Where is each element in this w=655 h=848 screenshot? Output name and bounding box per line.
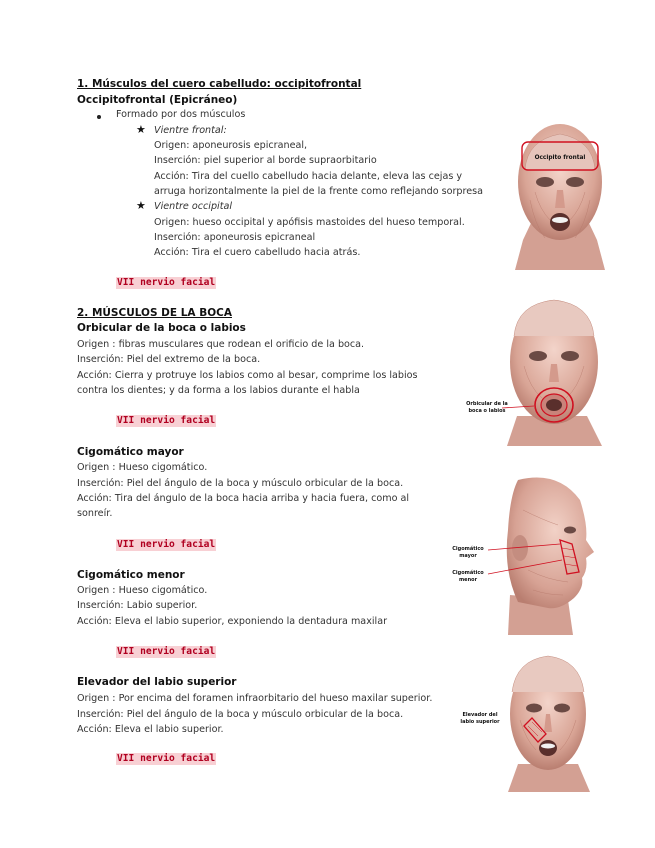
muscle-line: Acción: Cierra y protruye los labios como al besar, comprime los labios <box>77 370 418 381</box>
levator-illustration <box>458 652 608 792</box>
muscle-line: Origen : Hueso cigomático. <box>77 585 208 596</box>
zygomatic-illustration <box>448 470 608 635</box>
muscle-name: Cigomático mayor <box>77 446 184 458</box>
nerve-label: VII nervio facial <box>117 539 216 550</box>
figure-label: mayor <box>459 553 477 559</box>
muscle-name: Orbicular de la boca o labios <box>77 322 246 334</box>
frontal-belly-line: Origen: aponeurosis epicraneal, <box>154 140 308 151</box>
nerve-label: VII nervio facial <box>117 646 216 657</box>
nerve-label: VII nervio facial <box>117 415 216 426</box>
muscle-line: Inserción: Piel del ángulo de la boca y músculo orbicular de la boca. <box>77 478 404 489</box>
muscle-line: Inserción: Piel del extremo de la boca. <box>77 354 261 365</box>
occipital-belly-line: Inserción: aponeurosis epicraneal <box>154 232 316 243</box>
figure-label: Cigomático <box>452 546 484 552</box>
figure-label: Orbicular de la <box>466 401 508 407</box>
occipitofrontal-illustration <box>505 120 615 272</box>
muscle-line: Origen : fibras musculares que rodean el orificio de la boca. <box>77 339 365 350</box>
figure-label: Cigomático <box>452 570 484 576</box>
star-icon: ★ <box>136 199 146 212</box>
occipital-belly-line: Acción: Tira el cuero cabelludo hacia atrás. <box>154 247 361 258</box>
section1-bullet-text: Formado por dos músculos <box>116 109 246 120</box>
muscle-line: sonreír. <box>77 508 113 519</box>
frontal-belly-name: Vientre frontal: <box>154 125 227 136</box>
muscle-line: Acción: Tira del ángulo de la boca hacia arriba y hacia fuera, como al <box>77 493 410 504</box>
occipital-belly-name: Vientre occipital <box>154 201 233 212</box>
figure-label: Elevador del <box>462 712 498 718</box>
muscle-name: Cigomático menor <box>77 569 185 581</box>
frontal-belly-line: Inserción: piel superior al borde supraorbitario <box>154 155 377 166</box>
muscle-line: contra los dientes; y da forma a los labios durante el habla <box>77 385 360 396</box>
nerve-label: VII nervio facial <box>117 277 216 288</box>
section1-muscle-name: Occipitofrontal (Epicráneo) <box>77 94 238 106</box>
muscle-name: Elevador del labio superior <box>77 676 237 688</box>
figure-label: boca o labios <box>468 408 506 414</box>
frontal-belly-line: arruga horizontalmente la piel de la frente como reflejando sorpresa <box>154 186 484 197</box>
section1-title: 1. Músculos del cuero cabelludo: occipitofrontal <box>77 78 362 90</box>
muscle-line: Inserción: Labio superior. <box>77 600 198 611</box>
muscle-line: Origen : Por encima del foramen infraorbitario del hueso maxilar superior. <box>77 693 433 704</box>
muscle-line: Acción: Eleva el labio superior, exponiendo la dentadura maxilar <box>77 616 388 627</box>
bullet-icon <box>97 115 101 119</box>
figure-label: Occipito frontal <box>534 155 586 161</box>
nerve-label: VII nervio facial <box>117 753 216 764</box>
orbicular-illustration <box>462 296 612 446</box>
occipital-belly-line: Origen: hueso occipital y apófisis mastoides del hueso temporal. <box>154 217 465 228</box>
frontal-belly-line: Acción: Tira del cuello cabelludo hacia delante, eleva las cejas y <box>154 171 463 182</box>
section2-title: 2. MÚSCULOS DE LA BOCA <box>77 307 232 319</box>
figure-label: menor <box>458 577 478 583</box>
figure-label: labio superior <box>460 719 500 725</box>
muscle-line: Origen : Hueso cigomático. <box>77 462 208 473</box>
muscle-line: Inserción: Piel del ángulo de la boca y músculo orbicular de la boca. <box>77 709 404 720</box>
muscle-line: Acción: Eleva el labio superior. <box>77 724 224 735</box>
star-icon: ★ <box>136 123 146 136</box>
